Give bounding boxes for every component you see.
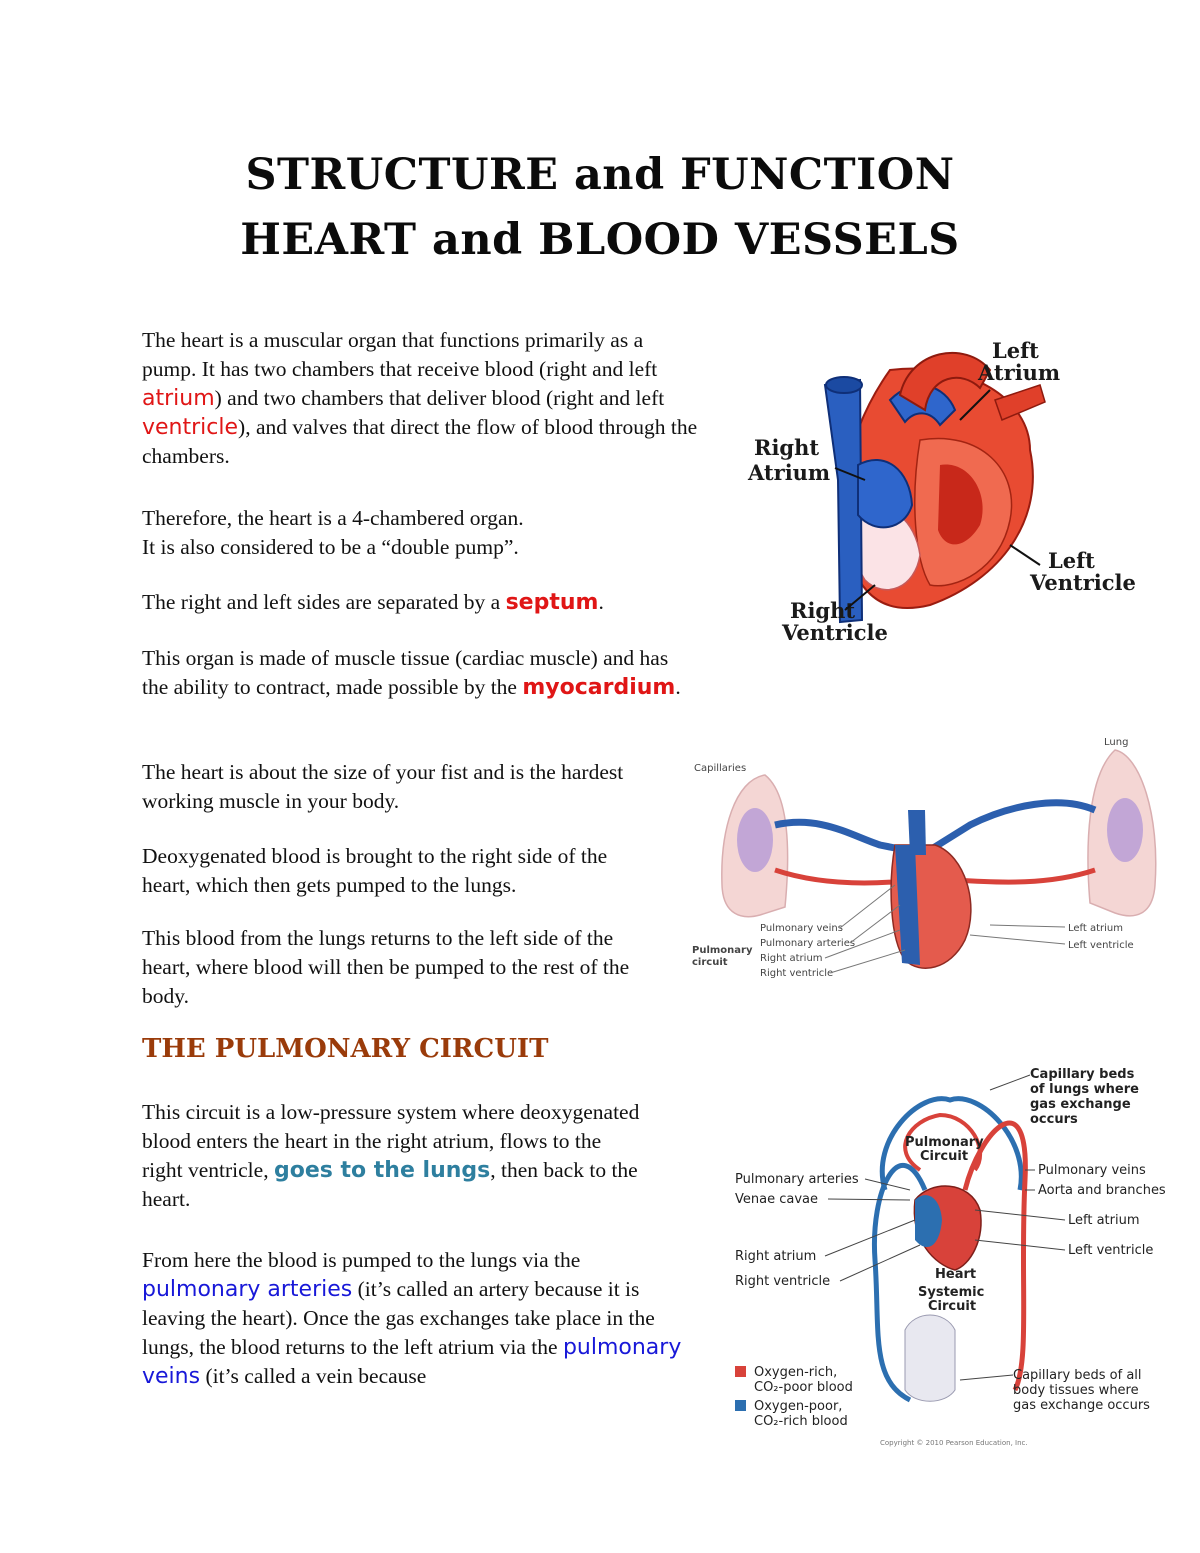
label-cap-body-2: body tissues where (1013, 1383, 1139, 1398)
label-right-ventricle: Right ventricle (735, 1274, 831, 1289)
label-left-ventricle: Left ventricle (1068, 940, 1134, 951)
label-pulmonary-veins: Pulmonary veins (1038, 1163, 1146, 1178)
label-left-atrium-1: Left (992, 338, 1039, 363)
label-legend-poor-2: CO₂-rich blood (754, 1414, 848, 1429)
label-legend-poor-1: Oxygen-poor, (754, 1399, 843, 1414)
label-pulmonary-circuit-1: Pulmonary (692, 945, 753, 956)
label-right-ventricle-2: Ventricle (782, 620, 888, 645)
label-lung: Lung (1104, 737, 1129, 748)
label-right-atrium: Right atrium (760, 953, 823, 964)
paragraph-septum: The right and left sides are separated by a septum. (142, 590, 604, 615)
paragraph-myocardium: This organ is made of muscle tissue (cardiac muscle) and has the ability to contract, made possible by the myocardium. (142, 646, 681, 700)
label-left-atrium-2: Atrium (978, 360, 1061, 385)
term-ventricle: ventricle (142, 415, 239, 440)
label-left-ventricle-1: Left (1048, 548, 1095, 573)
label-right-atrium-2: Atrium (748, 460, 831, 485)
paragraph-deoxygenated: Deoxygenated blood is brought to the right side of the heart, which then gets pumped to the lungs. (142, 844, 608, 897)
paragraph-returns: This blood from the lungs returns to the left side of the heart, where blood will then be pumped to the rest of the body. (142, 926, 630, 1008)
label-pulmonary-circuit-2: circuit (692, 957, 728, 968)
label-left-atrium: Left atrium (1068, 1213, 1140, 1228)
term-pulmonary-veins: pulmonary veins (142, 1335, 682, 1389)
label-copyright: Copyright © 2010 Pearson Education, Inc. (880, 1439, 1028, 1447)
label-pulmonary-arteries: Pulmonary arteries (760, 938, 856, 949)
pulmonary-lungs-diagram (690, 735, 1170, 997)
label-cap-lungs-4: occurs (1030, 1112, 1078, 1127)
label-left-ventricle-2: Ventricle (1030, 570, 1136, 595)
label-left-ventricle: Left ventricle (1068, 1243, 1154, 1258)
label-aorta: Aorta and branches (1038, 1183, 1166, 1198)
label-legend-rich-2: CO₂-poor blood (754, 1380, 853, 1395)
term-atrium: atrium (142, 386, 215, 411)
legend-swatch-oxygen-rich (735, 1366, 746, 1377)
label-cap-lungs-1: Capillary beds (1030, 1067, 1135, 1082)
paragraph-pulmonary-arteries: From here the blood is pumped to the lungs via the pulmonary arteries (it’s called an artery because it is leaving the heart). Once the gas exchanges take place in the lungs, the blood returns to the left atrium via the pulmonary veins (it’s called a vein because (142, 1248, 682, 1389)
paragraph-fist: The heart is about the size of your fist and is the hardest working muscle in your body. (142, 760, 624, 813)
label-systemic-circuit-1: Systemic (918, 1285, 985, 1300)
circuits-diagram (730, 1060, 1180, 1450)
label-right-atrium-1: Right (754, 435, 820, 460)
paragraph-heart-function: The heart is a muscular organ that functions primarily as a pump. It has two chambers that receive blood (right and left atrium) and two chambers that deliver blood (right and left ventricle), and valves that direct the flow of blood through the chambers. (142, 328, 698, 468)
label-right-ventricle-1: Right (790, 598, 856, 623)
section-heading-pulmonary: THE PULMONARY CIRCUIT (142, 1034, 549, 1064)
label-right-atrium: Right atrium (735, 1249, 817, 1264)
paragraph-four-chambers: Therefore, the heart is a 4-chambered organ. It is also considered to be a “double pump”. (142, 506, 524, 559)
label-heart: Heart (935, 1267, 977, 1282)
heart-illustration (825, 353, 1045, 622)
label-pulmonary-arteries: Pulmonary arteries (735, 1172, 859, 1187)
label-cap-lungs-2: of lungs where (1030, 1082, 1139, 1097)
label-pulmonary-circuit-1: Pulmonary (905, 1135, 984, 1150)
page-title-line2: HEART and BLOOD VESSELS (240, 215, 960, 265)
legend-swatch-oxygen-poor (735, 1400, 746, 1411)
label-systemic-circuit-2: Circuit (928, 1299, 977, 1314)
label-pulmonary-veins: Pulmonary veins (760, 923, 843, 934)
paragraph-low-pressure: This circuit is a low-pressure system where deoxygenated blood enters the heart in the right atrium, flows to the right ventricle, goes to the lungs, then back to the heart. (142, 1100, 640, 1211)
label-capillaries: Capillaries (694, 763, 747, 774)
label-left-atrium: Left atrium (1068, 923, 1124, 934)
term-goes-to-lungs: goes to the lungs (273, 1158, 491, 1183)
label-cap-body-3: gas exchange occurs (1013, 1398, 1150, 1413)
heart-diagram (740, 330, 1140, 650)
term-myocardium: myocardium (522, 675, 676, 700)
label-venae-cavae: Venae cavae (735, 1192, 818, 1207)
label-cap-lungs-3: gas exchange (1030, 1097, 1131, 1112)
term-septum: septum (505, 590, 599, 615)
label-legend-rich-1: Oxygen-rich, (754, 1365, 838, 1380)
label-right-ventricle: Right ventricle (760, 968, 834, 979)
page-title-line1: STRUCTURE and FUNCTION (245, 150, 955, 200)
label-cap-body-1: Capillary beds of all (1013, 1368, 1142, 1383)
term-pulmonary-arteries: pulmonary arteries (142, 1277, 353, 1302)
label-pulmonary-circuit-2: Circuit (920, 1149, 969, 1164)
